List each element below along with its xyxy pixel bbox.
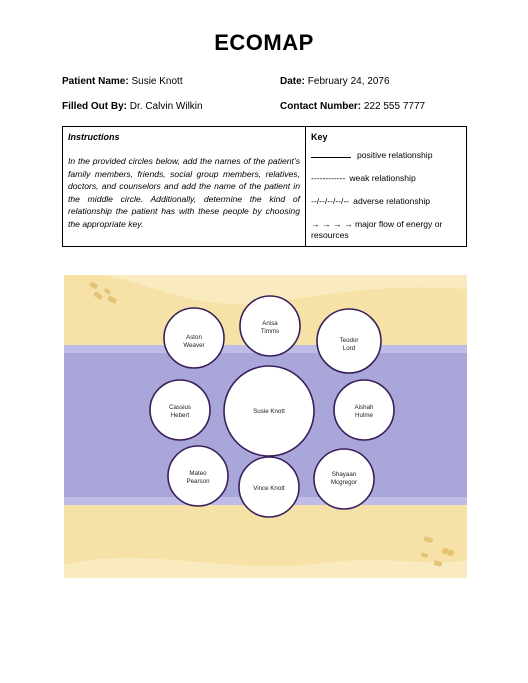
key-label-adverse: adverse relationship (353, 196, 431, 206)
filled-by-field (62, 101, 203, 112)
key-item-adverse (311, 196, 462, 207)
key-label-positive: positive relationship (357, 150, 433, 160)
key-item-flow (311, 219, 462, 241)
person-name-line1: Teodor (339, 337, 359, 344)
ecomap-svg (64, 275, 467, 578)
patient-name-label: Patient Name: (62, 76, 129, 87)
date-label: Date: (280, 76, 306, 87)
person-mateo (168, 446, 228, 506)
person-name-line1: Aston (186, 334, 202, 341)
patient-name-value: Susie Knott (131, 76, 183, 87)
patient-name-field (62, 76, 183, 87)
person-center-patient (224, 366, 314, 456)
person-name-line1: Anisa (262, 320, 278, 327)
key-item-positive (311, 150, 462, 161)
instructions-cell (63, 127, 306, 246)
key-label-weak: weak relationship (349, 173, 416, 183)
person-name-line2: Lord (342, 345, 356, 352)
solid-line-symbol (311, 153, 351, 158)
page-title: ECOMAP (214, 30, 314, 55)
instructions-heading: Instructions (68, 132, 120, 142)
dashed-line-symbol: ------------ (311, 173, 346, 183)
person-name-line2: Hulme (355, 412, 373, 419)
person-name-line1: Vince Knott (253, 485, 285, 492)
key-cell (306, 127, 466, 246)
instructions-text: In the provided circles below, add the names of the patient’s family members, friends, social group members, relatives, doctors, and counselors and add the name of the patient in the middle circle. Additionally, determine the kind of relationship the patient has with these people by choosing the appropriate key. (68, 156, 300, 229)
person-name-line2: Hebert (170, 412, 190, 419)
person-cassius (150, 380, 210, 440)
person-name-line2: Weaver (183, 342, 205, 349)
contact-field (280, 101, 425, 112)
person-name-line1: Cassius (168, 404, 192, 411)
key-item-weak (311, 173, 462, 184)
instructions-key-table (62, 126, 467, 247)
person-teodor (317, 309, 381, 373)
date-field (280, 76, 390, 87)
person-name-line2: Timms (260, 328, 280, 335)
person-name-line1: Aishah (354, 404, 374, 411)
person-vince (239, 457, 299, 517)
person-aston (164, 308, 224, 368)
key-heading: Key (311, 132, 328, 142)
arrow-symbol: → → → → (311, 219, 353, 229)
person-name-line2: Mcgregor (330, 479, 358, 486)
contact-label: Contact Number: (280, 101, 362, 112)
slashed-line-symbol: --/--/--/--/-- (311, 196, 350, 206)
date-value: February 24, 2076 (307, 76, 390, 87)
filled-by-label: Filled Out By: (62, 101, 127, 112)
key-label-flow: major flow of energy or resources (311, 219, 443, 240)
person-anisa (240, 296, 300, 356)
person-aishah (334, 380, 394, 440)
patient-name: Susie Knott (253, 408, 285, 415)
ecomap-diagram (64, 275, 467, 578)
person-name-line2: Pearson (186, 478, 210, 485)
person-shayaan (314, 449, 374, 509)
contact-value: 222 555 7777 (363, 101, 426, 112)
filled-by-value: Dr. Calvin Wilkin (129, 101, 203, 112)
person-name-line1: Mateo (189, 470, 207, 477)
person-name-line1: Shayaan (331, 471, 357, 478)
